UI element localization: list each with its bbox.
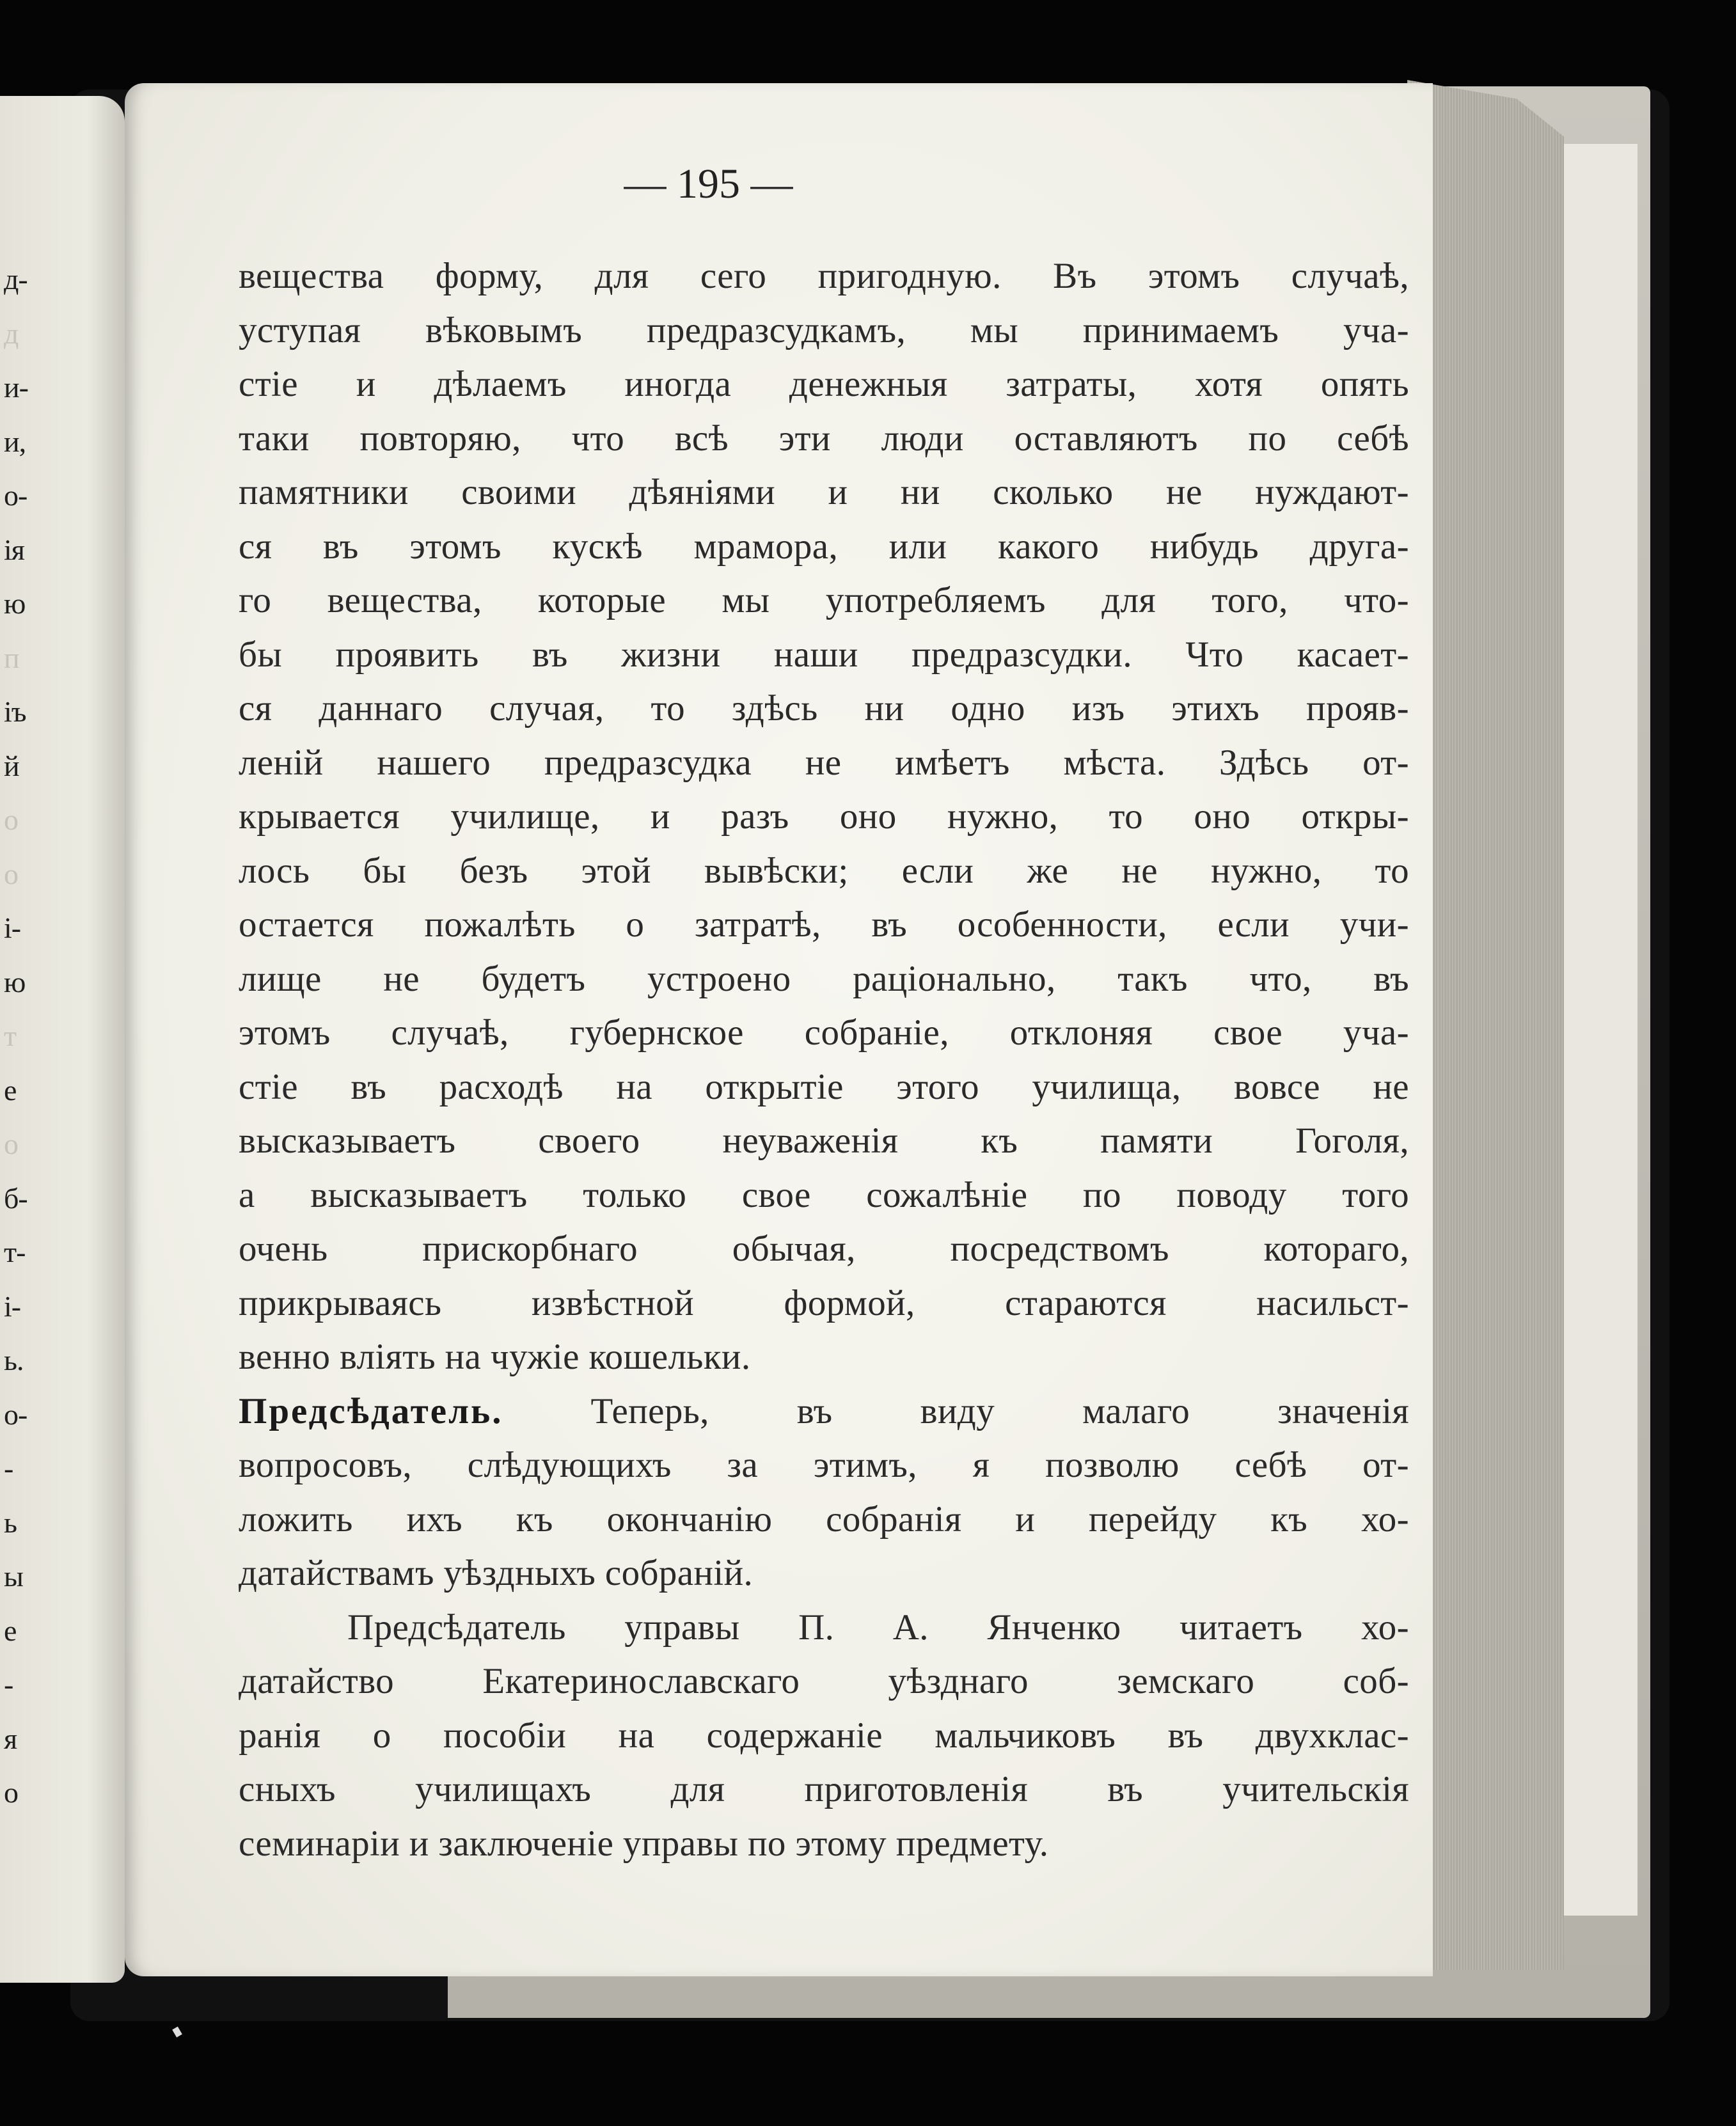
- right-page: [125, 83, 1433, 1976]
- text-line: бы проявить въ жизни наши предразсудки. Что касает-: [239, 634, 1409, 675]
- text-line: остается пожалѣть о затратѣ, въ особенности, если учи-: [239, 904, 1409, 945]
- text-line: лище не будетъ устроено раціонально, такъ что, въ: [239, 958, 1409, 999]
- text-line: ложить ихъ къ окончанію собранія и перейду къ хо-: [239, 1499, 1409, 1539]
- speaker-text: Теперь, въ виду малаго значенія: [503, 1390, 1409, 1431]
- left-page-text-fragment: ю: [4, 965, 26, 998]
- left-page-text-fragment: о-: [4, 1398, 28, 1431]
- left-page-text-fragment: п: [4, 641, 19, 674]
- left-page-text-fragment: ь.: [4, 1344, 24, 1376]
- left-page-text-fragment: я: [4, 1722, 17, 1755]
- text-line: сныхъ училищахъ для приготовленія въ учительскія: [239, 1769, 1409, 1809]
- text-line: лось бы безъ этой вывѣски; если же не нужно, то: [239, 850, 1409, 891]
- speck: [172, 2026, 182, 2037]
- speaker-name: Предсѣдатель.: [239, 1390, 503, 1431]
- cover-endpaper: [1554, 144, 1637, 1916]
- left-page-text-fragment: й: [4, 749, 19, 782]
- left-page-text-fragment: д-: [4, 263, 28, 295]
- left-page-text-fragment: е: [4, 1614, 17, 1647]
- text-line: датайствамъ уѣздныхъ собраній.: [239, 1553, 754, 1593]
- left-page-text-fragment: і-: [4, 1289, 21, 1323]
- left-page-text-fragment: т: [4, 1020, 17, 1052]
- text-line: ранія о пособіи на содержаніе мальчиковъ въ двухклас-: [239, 1715, 1409, 1756]
- text-line: семинаріи и заключеніе управы по этому предмету.: [239, 1823, 1049, 1864]
- text-line: очень прискорбнаго обычая, посредствомъ котораго,: [239, 1229, 1409, 1269]
- text-line: венно влiять на чужiе кошельки.: [239, 1337, 751, 1377]
- text-line: датайство Екатеринославскаго уѣзднаго земскаго соб-: [239, 1661, 1409, 1701]
- text-line: вопросовъ, слѣдующихъ за этимъ, я позволю себѣ от-: [239, 1445, 1409, 1485]
- text-line: а высказываетъ только свое сожалѣніе по поводу того: [239, 1174, 1409, 1215]
- page-number: — 195 —: [624, 161, 793, 207]
- text-line: леній нашего предразсудка не имѣетъ мѣста. Здѣсь от-: [239, 742, 1409, 783]
- left-page-text-fragment: и-: [4, 371, 28, 404]
- text-line: высказываетъ своего неуваженія къ памяти Гоголя,: [239, 1121, 1409, 1161]
- text-line: стіе и дѣлаемъ иногда денежныя затраты, хотя опять: [239, 364, 1409, 404]
- left-page-text-fragment: -: [4, 1452, 13, 1484]
- left-page-text-fragment: ія: [4, 533, 24, 566]
- left-page-text-fragment: о: [4, 857, 18, 890]
- left-page-text-fragment: о-: [4, 479, 28, 512]
- text-line: ся въ этомъ кускѣ мрамора, или какого нибудь друга-: [239, 526, 1409, 567]
- left-page-text-fragment: ы: [4, 1560, 23, 1593]
- text-line: Предсѣдатель управы П. А. Янченко читаетъ хо-: [347, 1607, 1409, 1648]
- text-line: го вещества, которые мы употребляемъ для того, что-: [239, 580, 1409, 620]
- left-page-text-fragment: о: [4, 1128, 18, 1160]
- left-page-text-fragment: ю: [4, 587, 26, 620]
- left-page-text-fragment: о: [4, 803, 18, 836]
- left-page-text-fragment: іъ: [4, 695, 26, 728]
- speaker-line: [239, 1385, 1409, 1439]
- text-line: уступая вѣковымъ предразсудкамъ, мы принимаемъ уча-: [239, 310, 1409, 350]
- left-page-text-fragment: о: [4, 1776, 18, 1809]
- page-text: [239, 249, 1409, 1871]
- text-line: вещества форму, для сего пригодную. Въ этомъ случаѣ,: [239, 256, 1409, 296]
- left-page-text-fragment: е: [4, 1073, 17, 1106]
- left-page-text-fragment: б-: [4, 1181, 28, 1215]
- text-line: памятники своими дѣяніями и ни сколько не нуждают-: [239, 472, 1409, 512]
- text-line: этомъ случаѣ, губернское собраніе, отклоняя свое уча-: [239, 1012, 1409, 1053]
- text-line: прикрываясь извѣстной формой, стараются насильст-: [239, 1282, 1409, 1323]
- left-page-text-fragment: ь: [4, 1506, 17, 1539]
- left-page-text-fragment: -: [4, 1668, 13, 1701]
- left-page-text-fragment: т-: [4, 1236, 26, 1268]
- text-line: стіе въ расходѣ на открытіе этого училища, вовсе не: [239, 1066, 1409, 1107]
- text-line: таки повторяю, что всѣ эти люди оставляютъ по себѣ: [239, 418, 1409, 459]
- left-page-text-fragment: д: [4, 317, 19, 350]
- left-page-text-fragment: і-: [4, 911, 21, 944]
- text-line: крывается училище, и разъ оно нужно, то оно откры-: [239, 796, 1409, 837]
- left-page-fragment: [0, 96, 125, 1983]
- left-page-text-fragment: и,: [4, 425, 26, 458]
- text-line: ся даннаго случая, то здѣсь ни одно изъ этихъ прояв-: [239, 688, 1409, 728]
